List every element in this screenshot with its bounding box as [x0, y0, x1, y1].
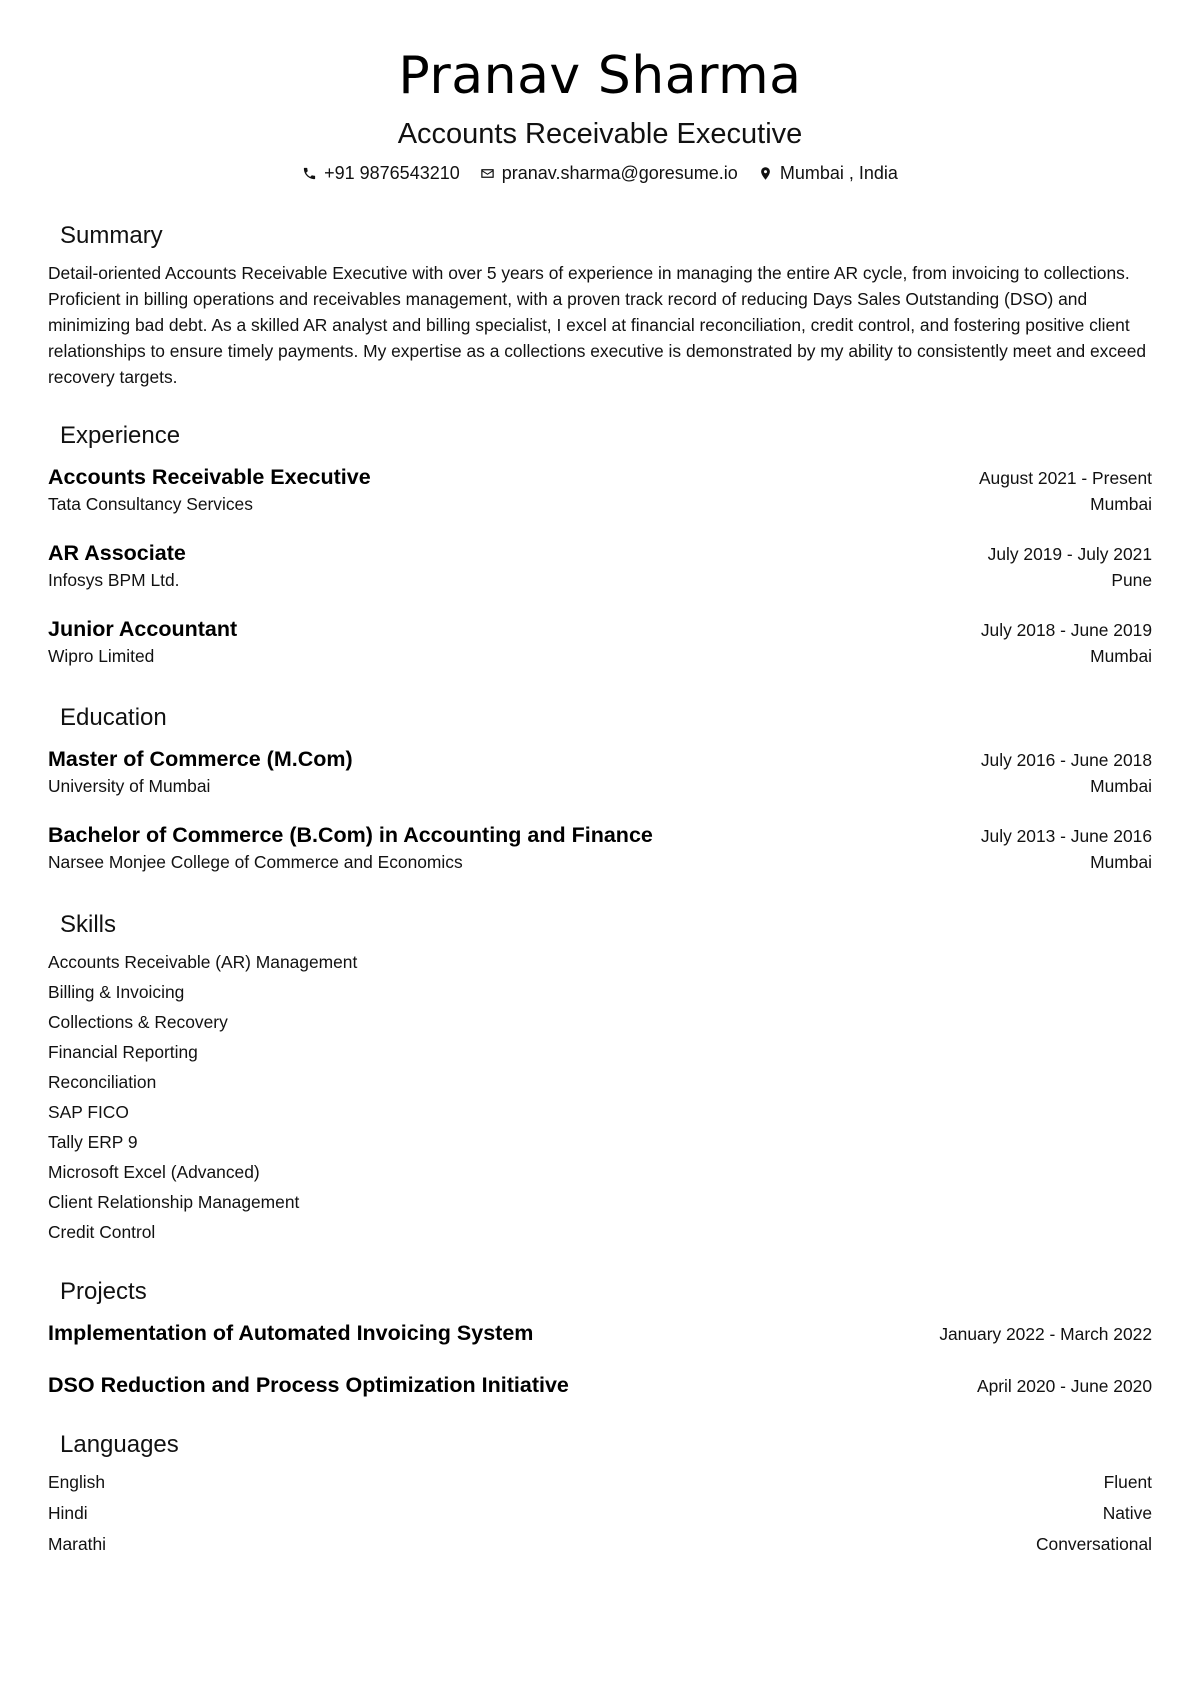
- language-name: English: [48, 1472, 106, 1492]
- company-name: Wipro Limited: [48, 646, 155, 666]
- skill-item: Accounts Receivable (AR) Management: [48, 952, 358, 972]
- language-name: Hindi: [48, 1503, 88, 1523]
- degree-title: Bachelor of Commerce (B.Com) in Accounting and Finance: [48, 823, 653, 847]
- job-dates: July 2019 - July 2021: [987, 544, 1152, 564]
- skills-heading: Skills: [60, 911, 117, 938]
- skills-section: [48, 909, 1152, 1247]
- contact-location: [758, 160, 898, 186]
- phone-icon: [302, 166, 317, 181]
- job-location: Pune: [1111, 570, 1152, 590]
- skill-item: Tally ERP 9: [48, 1132, 138, 1152]
- skill-item: Credit Control: [48, 1222, 156, 1242]
- summary-section: [48, 220, 1152, 390]
- experience-section: [48, 420, 1152, 669]
- job-title: Junior Accountant: [48, 617, 238, 641]
- languages-heading: Languages: [60, 1431, 179, 1458]
- skill-item: Billing & Invoicing: [48, 982, 185, 1002]
- language-level: Native: [1102, 1503, 1152, 1523]
- education-entry: [48, 821, 1152, 875]
- education-section: [48, 702, 1152, 875]
- experience-entry: [48, 463, 1152, 517]
- language-row: [48, 1467, 1152, 1498]
- job-title: AR Associate: [48, 541, 186, 565]
- project-entry: [48, 1371, 1152, 1399]
- language-level: Conversational: [1035, 1534, 1152, 1554]
- summary-heading: Summary: [60, 222, 163, 249]
- location-text: Mumbai , India: [779, 163, 898, 183]
- institution-name: Narsee Monjee College of Commerce and Economics: [48, 852, 463, 872]
- job-title: Accounts Receivable Executive: [48, 465, 371, 489]
- resume-header: [0, 40, 1200, 186]
- job-location: Mumbai: [1090, 646, 1152, 666]
- candidate-title: Accounts Receivable Executive: [397, 118, 803, 150]
- contact-info: [0, 160, 1200, 186]
- phone-number: +91 9876543210: [324, 163, 460, 183]
- project-dates: January 2022 - March 2022: [939, 1324, 1152, 1344]
- project-title: Implementation of Automated Invoicing System: [48, 1321, 534, 1345]
- language-name: Marathi: [48, 1534, 106, 1554]
- skill-item: Microsoft Excel (Advanced): [48, 1162, 260, 1182]
- education-dates: July 2013 - June 2016: [980, 826, 1152, 846]
- language-row: [48, 1529, 1152, 1560]
- degree-title: Master of Commerce (M.Com): [48, 747, 353, 771]
- skill-item: SAP FICO: [48, 1102, 129, 1122]
- email-address: pranav.sharma@goresume.io: [501, 163, 738, 183]
- experience-entry: [48, 615, 1152, 669]
- skill-item: Collections & Recovery: [48, 1012, 228, 1032]
- summary-text: Detail-oriented Accounts Receivable Executive with over 5 years of experience in managing the entire AR cycle, from invoicing to collections. Proficient in billing operations and receivables management, with a proven track record of reducing Days Sales Outstanding (DSO) and minimizing bad debt. As a skilled AR analyst and billing specialist, I excel at financial reconciliation, credit control, and fostering positive client relationships to ensure timely payments. My expertise as a collections executive is demonstrated by my ability to consistently meet and exceed recovery targets.: [48, 263, 1147, 387]
- education-dates: July 2016 - June 2018: [980, 750, 1152, 770]
- skills-list: [48, 947, 1152, 1247]
- education-location: Mumbai: [1090, 852, 1152, 872]
- project-entry: [48, 1319, 1152, 1347]
- job-location: Mumbai: [1090, 494, 1152, 514]
- education-heading: Education: [60, 704, 167, 731]
- contact-phone[interactable]: [302, 160, 460, 186]
- skill-item: Financial Reporting: [48, 1042, 198, 1062]
- education-location: Mumbai: [1090, 776, 1152, 796]
- education-entry: [48, 745, 1152, 799]
- email-icon: [480, 166, 495, 181]
- location-pin-icon: [758, 166, 773, 181]
- company-name: Tata Consultancy Services: [48, 494, 253, 514]
- language-row: [48, 1498, 1152, 1529]
- experience-heading: Experience: [60, 422, 181, 449]
- skill-item: Client Relationship Management: [48, 1192, 300, 1212]
- company-name: Infosys BPM Ltd.: [48, 570, 180, 590]
- language-level: Fluent: [1103, 1472, 1152, 1492]
- project-title: DSO Reduction and Process Optimization Initiative: [48, 1373, 569, 1397]
- skill-item: Reconciliation: [48, 1072, 157, 1092]
- job-dates: July 2018 - June 2019: [980, 620, 1152, 640]
- projects-section: [48, 1276, 1152, 1399]
- experience-entry: [48, 539, 1152, 593]
- candidate-name: Pranav Sharma: [398, 46, 802, 106]
- contact-email[interactable]: [480, 160, 738, 186]
- project-dates: April 2020 - June 2020: [977, 1376, 1152, 1396]
- projects-heading: Projects: [60, 1278, 147, 1305]
- languages-list: [48, 1467, 1152, 1560]
- job-dates: August 2021 - Present: [978, 468, 1152, 488]
- languages-section: [48, 1429, 1152, 1560]
- institution-name: University of Mumbai: [48, 776, 211, 796]
